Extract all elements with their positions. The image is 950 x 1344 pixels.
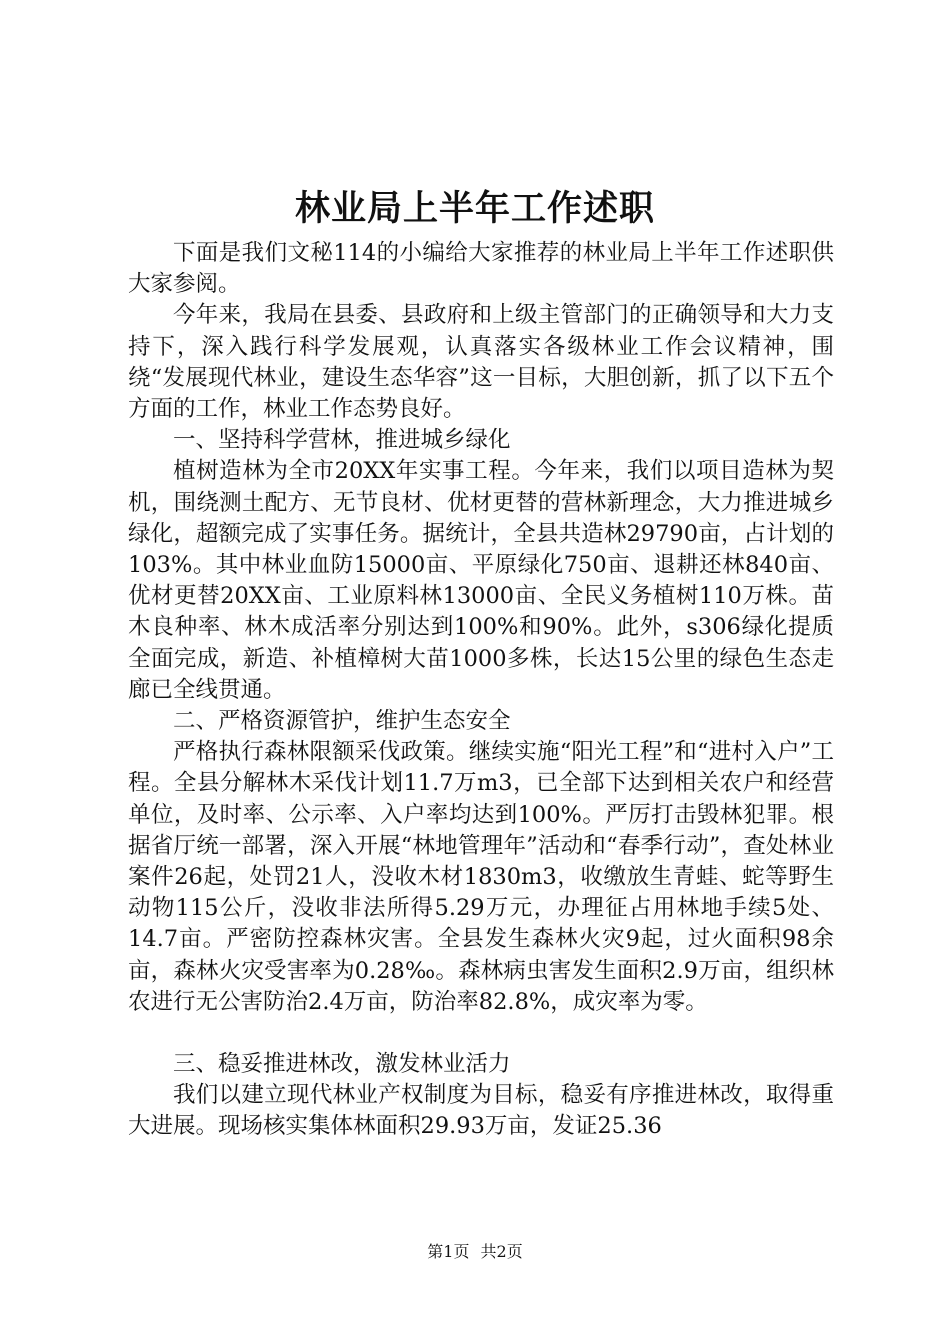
page-total: 共2页	[480, 1242, 523, 1261]
page-footer	[0, 1240, 950, 1264]
intro-paragraph: 下面是我们文秘114的小编给大家推荐的林业局上半年工作述职供大家参阅。	[128, 240, 834, 298]
overview-paragraph: 今年来，我局在县委、县政府和上级主管部门的正确领导和大力支持下，深入践行科学发展观，认真落实各级林业工作会议精神，围绕“发展现代林业，建设生态华容”这一目标，大胆创新，抓了以下五个方面的工作，林业工作态势良好。	[128, 302, 834, 423]
page-number: 第1页	[427, 1242, 470, 1261]
section-paragraph-1: 植树造林为全市20XX年实事工程。今年来，我们以项目造林为契机，围绕测土配方、无节良材、优材更替的营林新理念，大力推进城乡绿化，超额完成了实事任务。据统计，全县共造林29790亩，占计划的103%。其中林业血防15000亩、平原绿化750亩、退耕还林840亩、优材更替20XX亩、工业原料林13000亩、全民义务植树110万株。苗木良种率、林木成活率分别达到100%和90%。此外，s306绿化提质全面完成，新造、补植樟树大苗1000多株，长达15公里的绿色生态走廊已全线贯通。	[128, 458, 834, 703]
document-body	[128, 238, 834, 1143]
section-heading-1: 一、坚持科学营林，推进城乡绿化	[173, 427, 511, 454]
document-title: 林业局上半年工作述职	[294, 189, 655, 229]
section-heading-3: 三、稳妥推进林改，激发林业活力	[173, 1051, 511, 1078]
section-paragraph-3: 我们以建立现代林业产权制度为目标，稳妥有序推进林改，取得重大进展。现场核实集体林面积29.93万亩，发证25.36	[128, 1082, 834, 1140]
section-paragraph-2: 严格执行森林限额采伐政策。继续实施“阳光工程”和“进村入户”工程。全县分解林木采伐计划11.7万m3，已全部下达到相关农户和经营单位，及时率、公示率、入户率均达到100%。严厉打击毁林犯罪。根据省厅统一部署，深入开展“林地管理年”活动和“春季行动”，查处林业案件26起，处罚21人，没收木材1830m3，收缴放生青蛙、蛇等野生动物115公斤，没收非法所得5.29万元，办理征占用林地手续5处、14.7亩。严密防控森林灾害。全县发生森林火灾9起，过火面积98余亩，森林火灾受害率为0.28‰。森林病虫害发生面积2.9万亩，组织林农进行无公害防治2.4万亩，防治率82.8%，成灾率为零。	[128, 739, 834, 1015]
section-heading-2: 二、严格资源管护，维护生态安全	[173, 708, 511, 735]
